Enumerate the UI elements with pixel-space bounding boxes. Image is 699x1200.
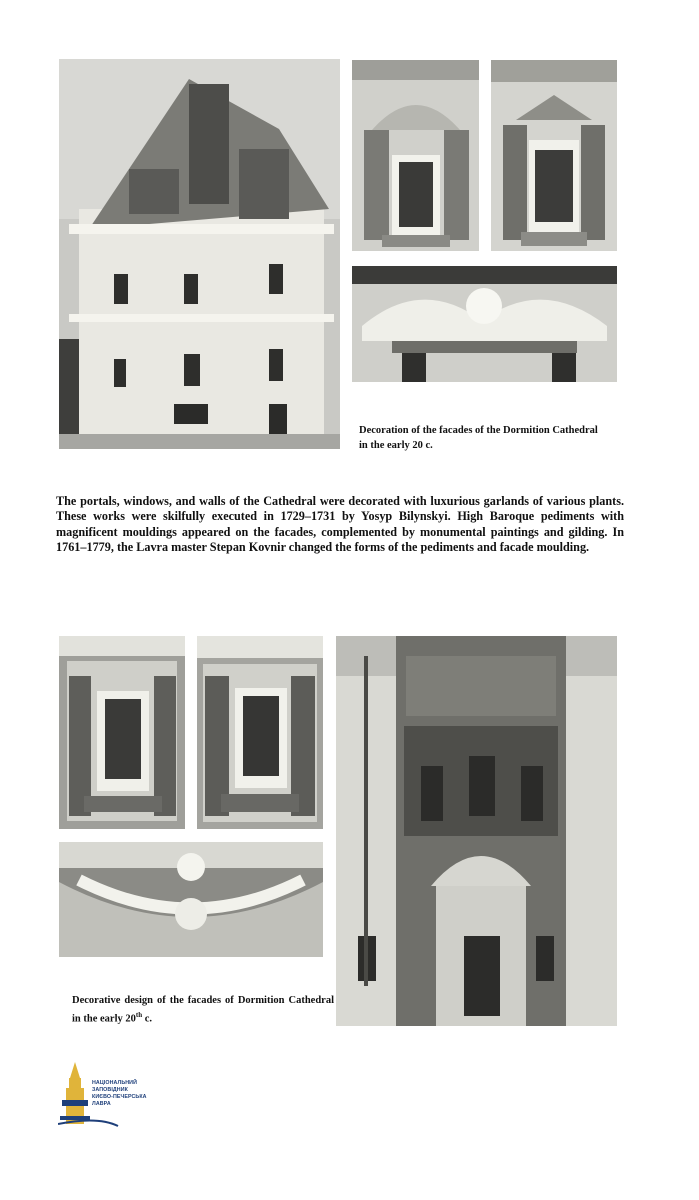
window-photo-2 — [491, 60, 617, 251]
portal-facade-photo — [336, 636, 617, 1026]
window-photo-1 — [352, 60, 479, 251]
garland-ornament-photo — [59, 842, 323, 957]
window-photo-4 — [197, 636, 323, 829]
logo-text: НАЦІОНАЛЬНИЙ ЗАПОВІДНИК КИЄВО-ПЕЧЕРСЬКА ЛАВРА — [92, 1080, 147, 1107]
caption-top: Decoration of the facades of the Dormition Cathedral in the early 20 c. — [359, 425, 598, 451]
facade-photo-large — [59, 59, 340, 449]
caption-bottom: Decorative design of the facades of Dormition Cathedral in the early 20th c. — [72, 995, 334, 1025]
window-photo-3 — [59, 636, 185, 829]
pediment-ornament-photo — [352, 266, 617, 382]
body-paragraph: The portals, windows, and walls of the Cathedral were decorated with luxurious garlands of various plants. These works were skilfully executed in 1729–1731 by Yosyp Bilynskyi. High Baroque pediments with magnificent mouldings appeared on the facades, complemented by monumental paintings and gilding. In 1761–1779, the Lavra master Stepan Kovnir changed the forms of the pediments and facade moulding. — [56, 494, 624, 555]
